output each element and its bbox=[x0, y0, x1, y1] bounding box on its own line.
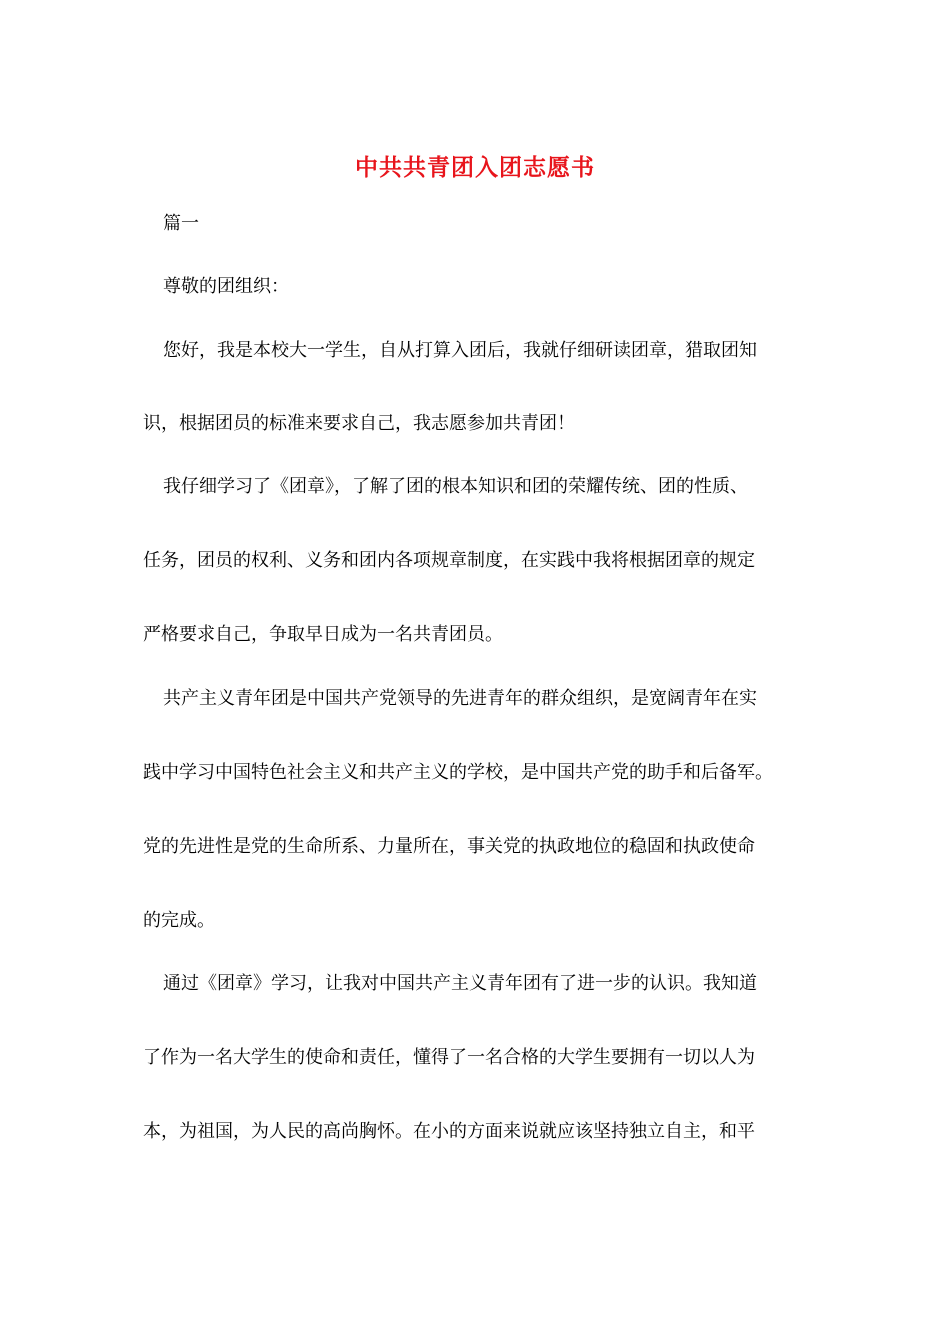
paragraph-line: 我仔细学习了《团章》，了解了团的根本知识和团的荣耀传统、团的性质、 bbox=[163, 476, 748, 497]
document-title: 中共共青团入团志愿书 bbox=[355, 154, 595, 181]
paragraph-line: 共产主义青年团是中国共产党领导的先进青年的群众组织，是宽阔青年在实 bbox=[163, 688, 757, 709]
paragraph-line: 了作为一名大学生的使命和责任，懂得了一名合格的大学生要拥有一切以人为 bbox=[143, 1047, 755, 1068]
paragraph-line: 本，为祖国，为人民的高尚胸怀。在小的方面来说就应该坚持独立自主，和平 bbox=[143, 1121, 755, 1142]
paragraph-line: 通过《团章》学习，让我对中国共产主义青年团有了进一步的认识。我知道 bbox=[163, 973, 757, 994]
paragraph-line: 践中学习中国特色社会主义和共产主义的学校，是中国共产党的助手和后备军。 bbox=[143, 762, 773, 783]
paragraph-line: 任务，团员的权利、义务和团内各项规章制度，在实践中我将根据团章的规定 bbox=[143, 550, 755, 571]
paragraph-line: 的完成。 bbox=[143, 910, 215, 931]
paragraph-line: 识，根据团员的标准来要求自己，我志愿参加共青团！ bbox=[143, 413, 575, 434]
paragraph-line: 严格要求自己，争取早日成为一名共青团员。 bbox=[143, 624, 503, 645]
paragraph-line: 您好，我是本校大一学生，自从打算入团后，我就仔细研读团章，猎取团知 bbox=[163, 340, 757, 361]
section-heading: 篇一 bbox=[163, 213, 199, 234]
paragraph-line: 党的先进性是党的生命所系、力量所在，事关党的执政地位的稳固和执政使命 bbox=[143, 836, 755, 857]
salutation: 尊敬的团组织： bbox=[163, 276, 289, 297]
